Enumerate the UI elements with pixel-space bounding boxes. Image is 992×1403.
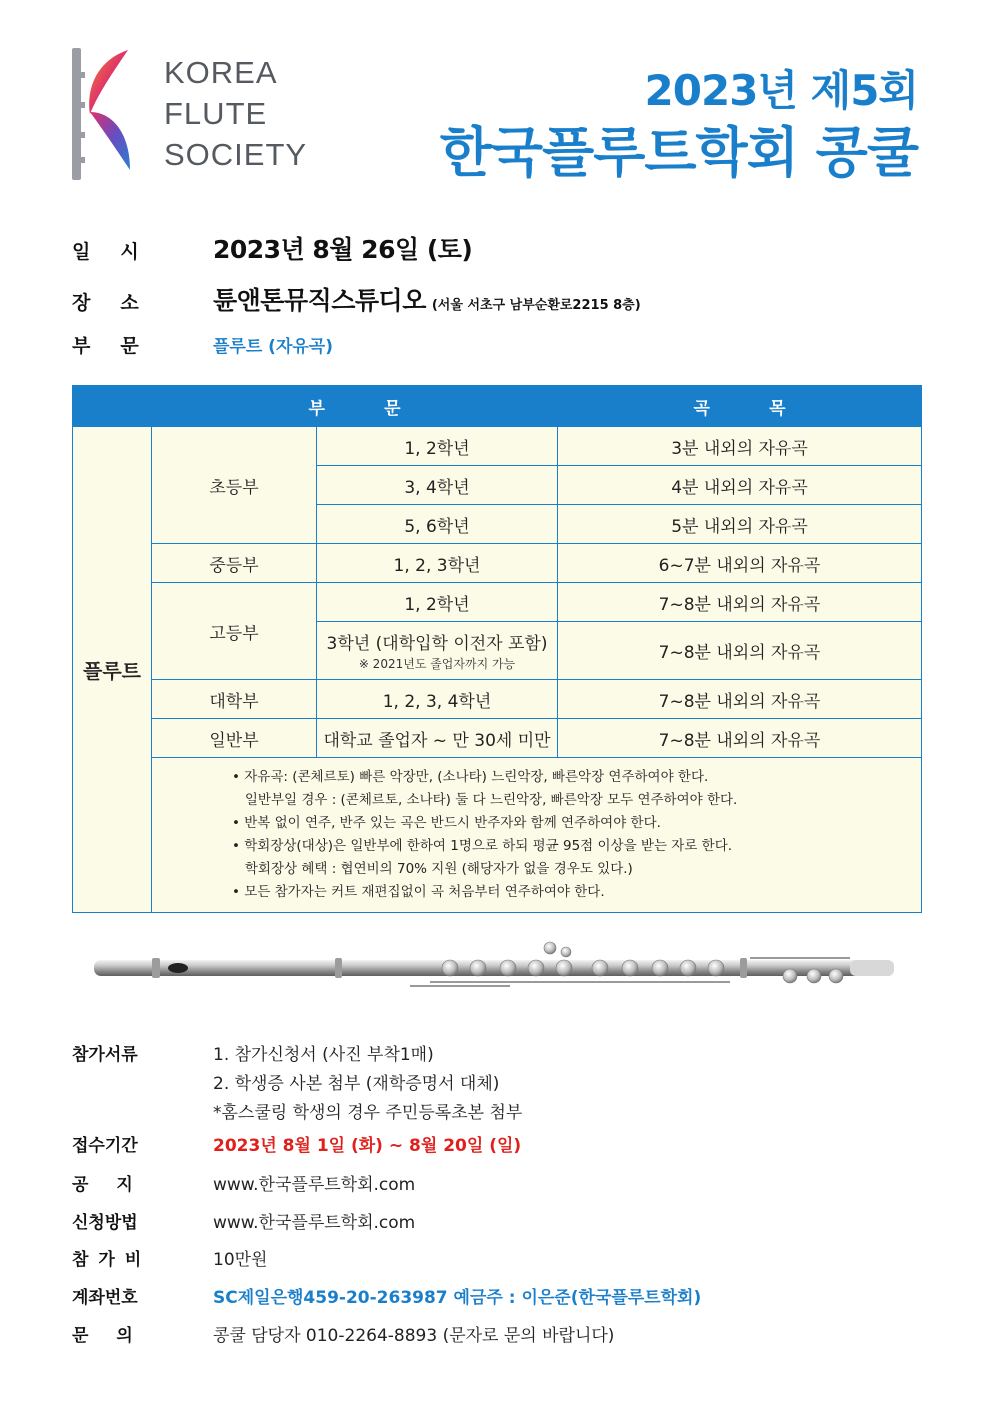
logo-line-2: FLUTE <box>164 96 268 131</box>
logo-wordmark <box>164 52 307 175</box>
flute-k-logo-icon <box>68 42 163 187</box>
table-header-division: 부 문 <box>152 386 558 427</box>
place-address: (서울 서초구 남부순환로2215 8층) <box>431 298 641 313</box>
elementary-label: 초등부 <box>152 427 317 544</box>
section-value: 플루트 (자유곡) <box>213 337 333 357</box>
university-label: 대학부 <box>152 680 317 719</box>
general-label: 일반부 <box>152 719 317 758</box>
period-label: 접수기간 <box>72 1136 138 1156</box>
table-notes-row <box>73 758 922 913</box>
table-row <box>73 544 922 583</box>
inquiry-label: 문의 <box>72 1326 161 1346</box>
note-item: • 반복 없이 연주, 반주 있는 곡은 반드시 반주자와 함께 연주하여야 한다. <box>232 815 661 831</box>
apply-link[interactable]: www.한국플루트학회.com <box>213 1213 416 1233</box>
logo-line-3: SOCIETY <box>164 137 308 172</box>
society-logo <box>68 42 308 187</box>
documents-row <box>72 1040 522 1128</box>
table-row <box>73 680 922 719</box>
inquiry-value: 콩쿨 담당자 010-2264-8893 (문자로 문의 바랍니다) <box>213 1326 615 1346</box>
period-row <box>72 1131 521 1156</box>
section-row <box>72 331 333 358</box>
inquiry-row <box>72 1321 614 1346</box>
table-row <box>73 583 922 622</box>
elementary-grade-5-6-piece: 5분 내외의 자유곡 <box>558 505 922 544</box>
general-eligibility: 대학교 졸업자 ~ 만 30세 미만 <box>317 719 558 758</box>
note-item: • 자유곡: (콘체르토) 빠른 악장만, (소나타) 느린악장, 빠른악장 연주하여야 한다. <box>232 769 709 785</box>
fee-value: 10만원 <box>213 1250 268 1270</box>
event-edition-title: 2023년 제5회 <box>644 66 918 115</box>
elementary-grade-1-2-piece: 3분 내외의 자유곡 <box>558 427 922 466</box>
date-value: 2023년 8월 26일 (토) <box>213 235 473 264</box>
elementary-grade-1-2: 1, 2학년 <box>317 427 558 466</box>
fee-row <box>72 1245 267 1270</box>
high-grade-1-2: 1, 2학년 <box>317 583 558 622</box>
table-row <box>73 719 922 758</box>
notice-row <box>72 1170 415 1195</box>
note-item: 학회장상 혜택 : 협연비의 70% 지원 (해당자가 없을 경우도 있다.) <box>232 861 633 877</box>
high-grade-3 <box>317 622 558 680</box>
high-grade-3-text: 3학년 (대학입학 이전자 포함) <box>326 634 548 654</box>
high-grade-3-note: ※ 2021년도 졸업자까지 가능 <box>358 657 516 671</box>
table-row <box>73 427 922 466</box>
elementary-grade-3-4-piece: 4분 내외의 자유곡 <box>558 466 922 505</box>
competition-table <box>72 385 922 913</box>
documents-label: 참가서류 <box>72 1045 138 1065</box>
notice-label: 공지 <box>72 1175 161 1195</box>
table-header-piece: 곡 목 <box>558 386 922 427</box>
high-label: 고등부 <box>152 583 317 680</box>
event-main-title: 한국플루트학회 콩쿨 <box>439 121 918 184</box>
section-label: 부문 <box>72 335 169 357</box>
document-item: *홈스쿨링 학생의 경우 주민등록초본 첨부 <box>213 1103 523 1123</box>
account-row <box>72 1283 701 1308</box>
rules-notes <box>152 758 922 913</box>
category-cell: 플루트 <box>73 427 152 913</box>
notice-link[interactable]: www.한국플루트학회.com <box>213 1175 416 1195</box>
middle-piece: 6~7분 내외의 자유곡 <box>558 544 922 583</box>
apply-label: 신청방법 <box>72 1213 138 1233</box>
place-row <box>72 281 641 317</box>
date-row <box>72 230 472 266</box>
apply-row <box>72 1208 415 1233</box>
date-label: 일시 <box>72 241 169 263</box>
fee-label: 참가비 <box>72 1250 152 1270</box>
middle-label: 중등부 <box>152 544 317 583</box>
note-item: 일반부일 경우 : (콘체르토, 소나타) 둘 다 느린악장, 빠른악장 모두 연주하여야 한다. <box>232 792 738 808</box>
high-grade-1-2-piece: 7~8분 내외의 자유곡 <box>558 583 922 622</box>
document-item: 1. 참가신청서 (사진 부착1매) <box>213 1045 434 1065</box>
place-label: 장소 <box>72 292 169 314</box>
middle-grades: 1, 2, 3학년 <box>317 544 558 583</box>
table-header-blank <box>73 386 152 427</box>
documents-list <box>213 1041 522 1128</box>
high-grade-3-piece: 7~8분 내외의 자유곡 <box>558 622 922 680</box>
university-grades: 1, 2, 3, 4학년 <box>317 680 558 719</box>
note-item: • 학회장상(대상)은 일반부에 한하여 1명으로 하되 평균 95점 이상을 받는 자로 한다. <box>232 838 733 854</box>
table-header-row <box>73 386 922 427</box>
note-item: • 모든 참가자는 커트 재편집없이 곡 처음부터 연주하여야 한다. <box>232 884 605 900</box>
account-label: 계좌번호 <box>72 1288 138 1308</box>
flute-illustration <box>90 938 900 998</box>
account-value: SC제일은행459-20-263987 예금주 : 이은준(한국플루트학회) <box>213 1288 702 1308</box>
general-piece: 7~8분 내외의 자유곡 <box>558 719 922 758</box>
period-value: 2023년 8월 1일 (화) ~ 8월 20일 (일) <box>213 1136 522 1156</box>
place-value: 튠앤톤뮤직스튜디오 <box>213 286 426 315</box>
elementary-grade-3-4: 3, 4학년 <box>317 466 558 505</box>
logo-line-1: KOREA <box>164 55 278 90</box>
document-item: 2. 학생증 사본 첨부 (재학증명서 대체) <box>213 1074 500 1094</box>
university-piece: 7~8분 내외의 자유곡 <box>558 680 922 719</box>
elementary-grade-5-6: 5, 6학년 <box>317 505 558 544</box>
